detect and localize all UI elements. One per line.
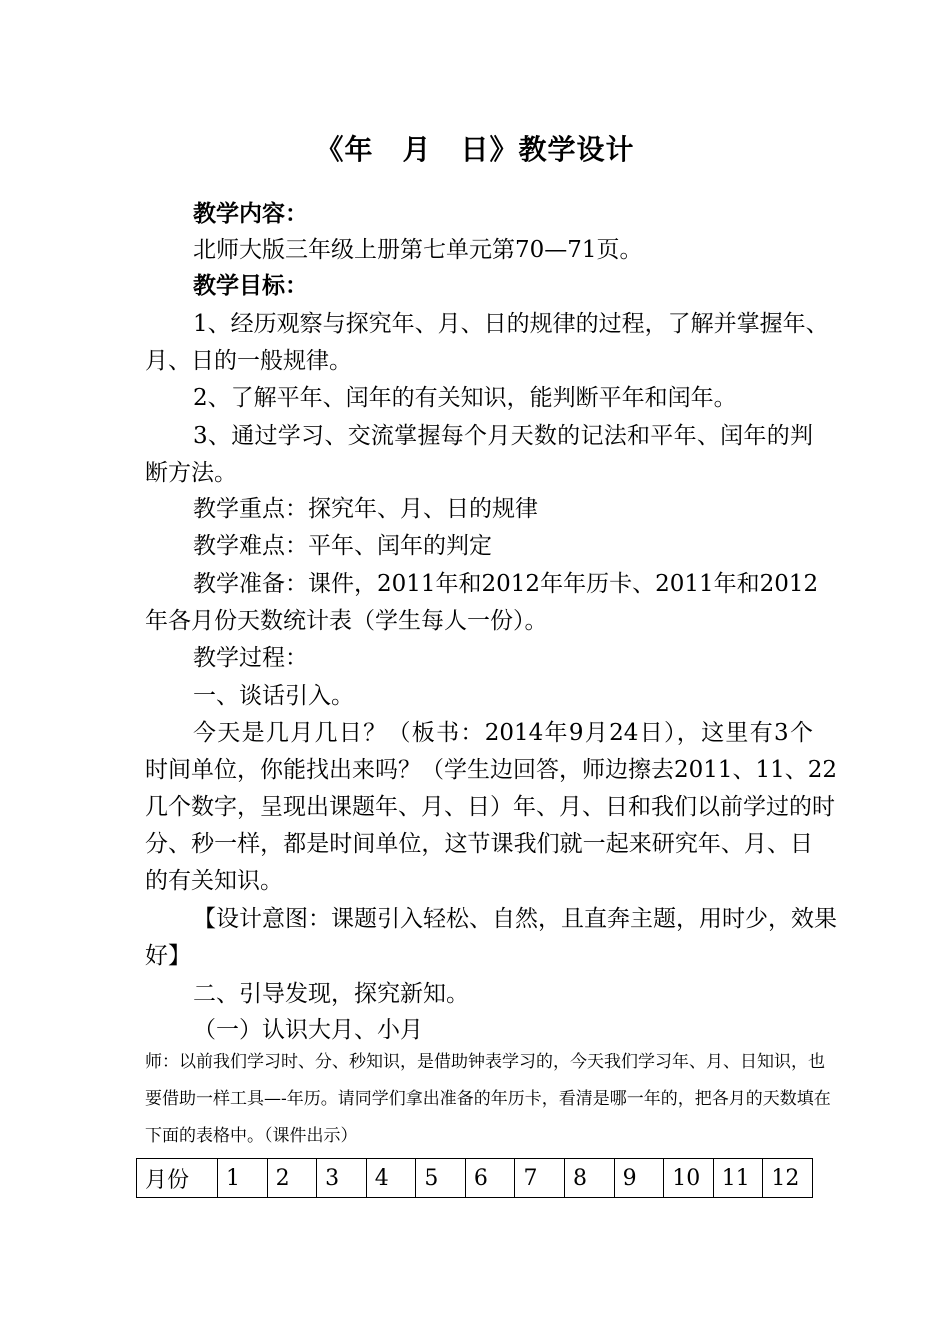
table-header-cell: 月份 <box>137 1159 218 1198</box>
goal-3-line-2: 断方法。 <box>145 460 237 486</box>
goal-1-line-2: 月、日的一般规律。 <box>145 348 352 374</box>
teacher-line-3: 下面的表格中。（课件出示） <box>145 1126 358 1146</box>
design-intent-line-1: 【设计意图：课题引入轻松、自然，且直奔主题，用时少，效果 <box>193 906 837 932</box>
goal-1-line-1: 1、经历观察与探究年、月、日的规律的过程，了解并掌握年、 <box>193 311 829 337</box>
key-point: 教学重点：探究年、月、日的规律 <box>193 496 538 522</box>
teacher-line-1: 师：以前我们学习时、分、秒知识，是借助钟表学习的，今天我们学习年、月、日知识，也 <box>145 1052 825 1072</box>
month-cell: 11 <box>713 1159 763 1198</box>
month-days-table <box>136 1158 813 1198</box>
month-cell: 10 <box>664 1159 714 1198</box>
design-intent-line-2: 好】 <box>145 943 191 969</box>
difficulty: 教学难点：平年、闰年的判定 <box>193 533 492 559</box>
content-heading: 教学内容： <box>193 200 308 227</box>
teacher-line-2: 要借助一样工具—-年历。请同学们拿出准备的年历卡，看清是哪一年的，把各月的天数填在 <box>145 1089 831 1109</box>
intro-line-1: 今天是几月几日？（板书：2014年9月24日），这里有3个 <box>193 720 813 746</box>
month-cell: 8 <box>565 1159 615 1198</box>
goal-3-line-1: 3、通过学习、交流掌握每个月天数的记法和平年、闰年的判 <box>193 423 813 449</box>
preparation-line-2: 年各月份天数统计表（学生每人一份）。 <box>145 608 548 634</box>
goal-2: 2、了解平年、闰年的有关知识，能判断平年和闰年。 <box>193 385 737 411</box>
month-cell: 9 <box>614 1159 664 1198</box>
month-cell: 12 <box>763 1159 813 1198</box>
intro-line-5: 的有关知识。 <box>145 868 283 894</box>
intro-line-4: 分、秒一样，都是时间单位，这节课我们就一起来研究年、月、日 <box>145 831 813 857</box>
preparation-line-1: 教学准备：课件，2011年和2012年年历卡、2011年和2012 <box>193 571 819 597</box>
month-cell: 5 <box>416 1159 466 1198</box>
month-cell: 2 <box>267 1159 317 1198</box>
month-cell: 1 <box>218 1159 268 1198</box>
intro-line-3: 几个数字，呈现出课题年、月、日）年、月、日和我们以前学过的时 <box>145 794 835 820</box>
goals-heading: 教学目标： <box>193 272 308 299</box>
content-text: 北师大版三年级上册第七单元第70—71页。 <box>193 237 643 263</box>
page-title: 《年 月 日》教学设计 <box>315 133 635 166</box>
month-cell: 3 <box>317 1159 367 1198</box>
table-row <box>137 1159 813 1198</box>
month-cell: 4 <box>366 1159 416 1198</box>
month-cell: 6 <box>465 1159 515 1198</box>
intro-line-2: 时间单位，你能找出来吗？（学生边回答，师边擦去2011、11、22 <box>145 757 838 783</box>
section-1-heading: 一、谈话引入。 <box>193 683 354 709</box>
process-heading: 教学过程： <box>193 645 308 671</box>
section-2-heading: 二、引导发现，探究新知。 <box>193 981 469 1007</box>
subsection-1-heading: （一）认识大月、小月 <box>193 1017 423 1043</box>
month-cell: 7 <box>515 1159 565 1198</box>
